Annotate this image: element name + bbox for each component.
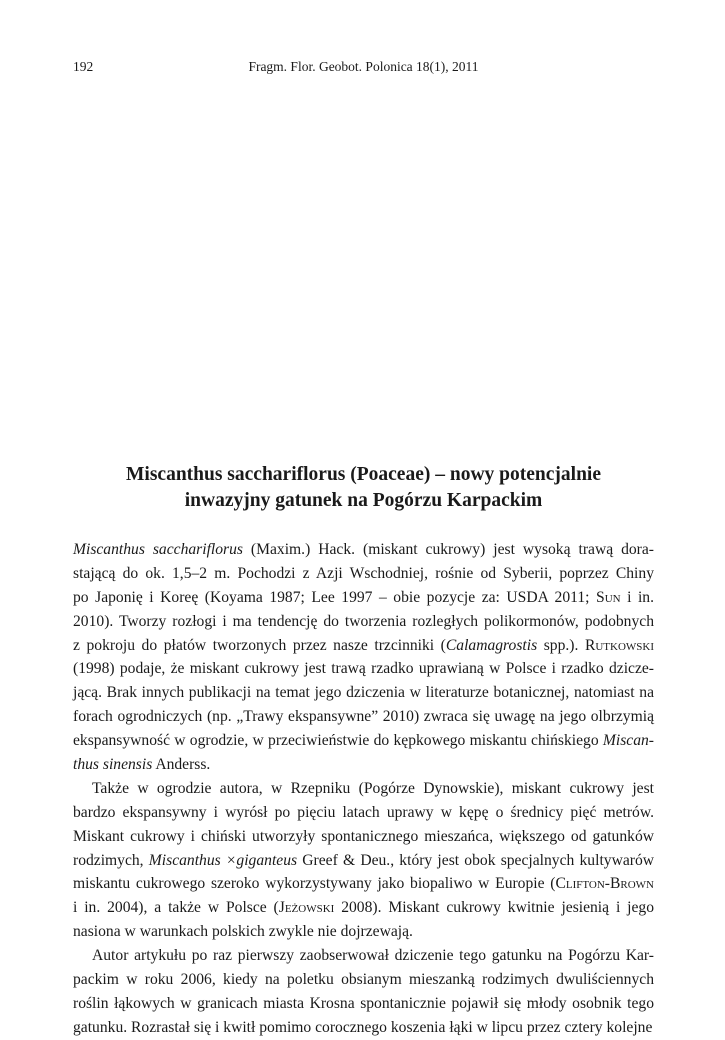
text-line bbox=[73, 586, 654, 610]
text-run: ekspansywność w ogrodzie, w przeciwieństwie do kępkowego miskantu chińskiego bbox=[73, 732, 603, 750]
text-run: z pokroju do płatów tworzonych przez nasze trzcinniki ( bbox=[73, 636, 446, 654]
text-line bbox=[73, 849, 654, 873]
text-run: gatunku. Rozrastał się i kwitł pomimo corocznego koszenia łąki w lipcu przez cztery kolejne bbox=[73, 1018, 653, 1036]
text-line bbox=[73, 1016, 654, 1040]
text-run: jącą. Brak innych publikacji na temat jego dziczenia w literaturze botanicznej, natomiast na bbox=[73, 684, 654, 702]
text-line bbox=[73, 968, 654, 992]
author-name: Sun bbox=[596, 588, 621, 606]
text-run: bardzo ekspansywny i wyrósł po pięciu latach uprawy w kępę o średnicy pięć metrów. bbox=[73, 803, 654, 821]
text-run: stającą do ok. 1,5–2 m. Pochodzi z Azji Wschodniej, rośnie od Syberii, poprzez Chiny bbox=[73, 564, 654, 582]
italic-term: Calamagrostis bbox=[445, 636, 538, 654]
text-run: Także w ogrodzie autora, w Rzepniku (Pogórze Dynowskie), miskant cukrowy jest bbox=[92, 779, 654, 797]
text-run: nasiona w warunkach polskich zwykle nie dojrzewają. bbox=[73, 923, 413, 941]
text-run: rodzimych, bbox=[73, 851, 149, 869]
text-run: Anderss. bbox=[152, 756, 211, 774]
title-line: inwazyjny gatunek na Pogórzu Karpackim bbox=[184, 490, 543, 511]
text-run: po Japonię i Koreę (Koyama 1987; Lee 1997 – obie pozycje za: USDA 2011; bbox=[73, 588, 597, 606]
text-run: miskantu cukrowego szeroko wykorzystywany jako biopaliwo w Europie ( bbox=[73, 875, 556, 893]
text-line bbox=[73, 872, 654, 896]
text-line bbox=[73, 801, 654, 825]
text-run: i in. 2004), a także w Polsce ( bbox=[73, 899, 279, 917]
text-run: i in. bbox=[620, 588, 654, 606]
text-run: packim w roku 2006, kiedy na poletku obsianym mieszanką rodzimych dwuliściennych bbox=[73, 971, 654, 989]
text-line bbox=[73, 538, 654, 562]
journal-citation: Fragm. Flor. Geobot. Polonica 18(1), 2011 bbox=[248, 59, 479, 74]
italic-term: thus sinensis bbox=[73, 756, 153, 774]
text-line bbox=[73, 729, 654, 753]
text-run: 2008). Miskant cukrowy kwitnie jesienią i jego bbox=[334, 899, 654, 917]
italic-term: Miscanthus sacchariflorus bbox=[73, 541, 243, 558]
running-header bbox=[73, 57, 654, 77]
italic-term: Miscanthus ×giganteus bbox=[148, 851, 298, 869]
text-run: forach ogrodniczych (np. „Trawy ekspansywne” 2010) zwraca się uwagę na jego olbrzymią bbox=[73, 708, 654, 726]
author-name: Clifton-Brown bbox=[555, 875, 654, 893]
text-run: (Maxim.) Hack. (miskant cukrowy) jest wysoką trawą dora- bbox=[242, 541, 654, 558]
author-name: Rutkowski bbox=[584, 636, 654, 654]
page-number: 192 bbox=[73, 59, 94, 74]
text-run: Miskant cukrowy i chiński utworzyły spontanicznego mieszańca, większego od gatunków bbox=[73, 827, 654, 845]
author-name: Jeżowski bbox=[278, 899, 335, 917]
text-line bbox=[73, 562, 654, 586]
text-run: 2010). Tworzy rozłogi i ma tendencję do tworzenia rozległych polikormonów, podobnych bbox=[73, 612, 654, 630]
text-run: (1998) podaje, że miskant cukrowy jest trawą rzadko uprawianą w Polsce i rzadko dzicze- bbox=[73, 660, 654, 678]
text-line bbox=[73, 657, 654, 681]
text-line bbox=[73, 634, 654, 658]
title-line: Miscanthus sacchariflorus (Poaceae) – nowy potencjalnie bbox=[126, 464, 601, 485]
text-line bbox=[73, 753, 654, 777]
italic-term: Miscan- bbox=[602, 732, 654, 750]
text-line bbox=[73, 920, 654, 944]
article-title bbox=[73, 462, 654, 514]
text-run: Greef & Deu., który jest obok specjalnych kultywarów bbox=[297, 851, 655, 869]
text-line bbox=[73, 825, 654, 849]
text-line bbox=[73, 896, 654, 920]
article-body bbox=[73, 538, 654, 1040]
text-line bbox=[73, 992, 654, 1016]
text-line bbox=[73, 681, 654, 705]
text-line bbox=[73, 610, 654, 634]
text-run: spp.). bbox=[537, 636, 585, 654]
text-run: Autor artykułu po raz pierwszy zaobserwował dziczenie tego gatunku na Pogórzu Kar- bbox=[92, 947, 654, 965]
text-line bbox=[73, 705, 654, 729]
text-line bbox=[73, 777, 654, 801]
text-run: roślin łąkowych w granicach miasta Krosna spontanicznie pojawił się młody osobnik tego bbox=[73, 994, 654, 1012]
text-line bbox=[73, 944, 654, 968]
